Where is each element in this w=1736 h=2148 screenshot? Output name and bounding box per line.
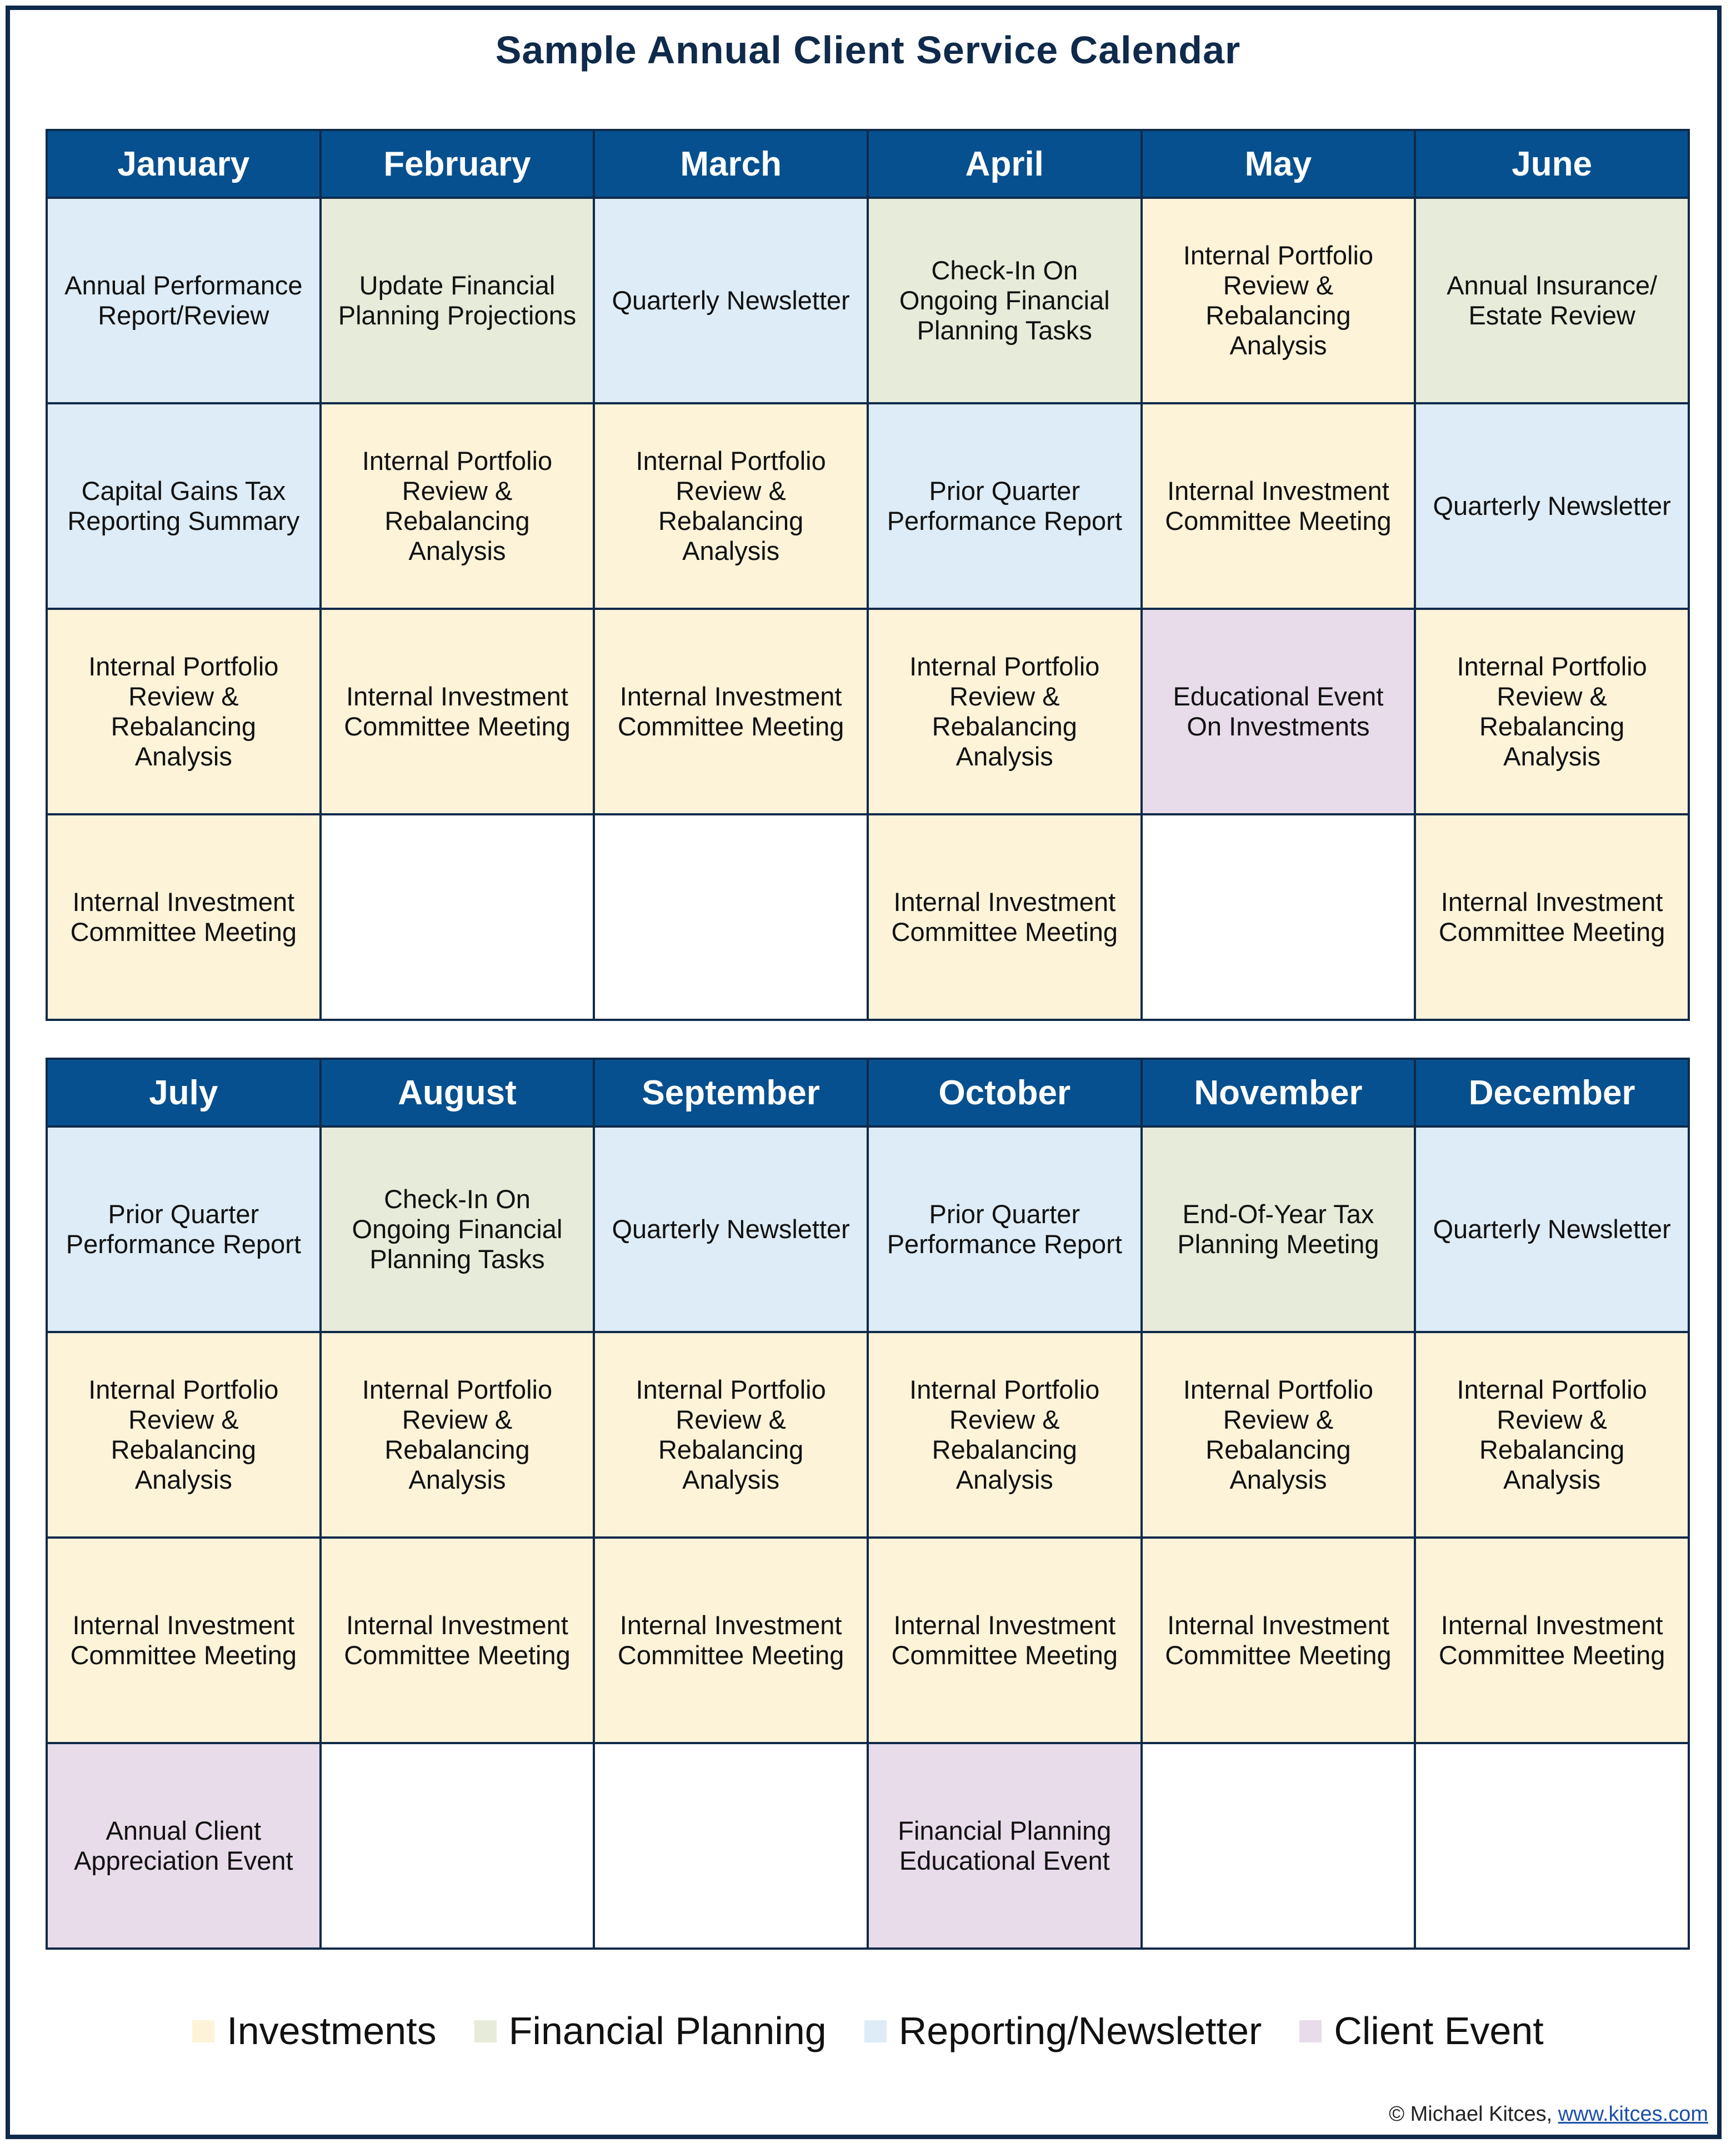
- legend-swatch: [474, 2020, 497, 2042]
- credit-text: © Michael Kitces,: [1389, 2102, 1558, 2126]
- calendar-task-cell: Quarterly Newsletter: [1415, 403, 1689, 609]
- calendar-task-cell: Internal Investment Committee Meeting: [1142, 403, 1415, 609]
- calendar-row: [47, 1332, 1689, 1538]
- month-header-september: September: [594, 1059, 868, 1126]
- calendar-task-cell: Internal Portfolio Review & Rebalancing Analysis: [868, 609, 1142, 814]
- month-header-february: February: [321, 130, 594, 198]
- legend-label: Investments: [227, 2009, 437, 2052]
- month-header-april: April: [868, 130, 1142, 198]
- calendar-task-cell: Internal Investment Committee Meeting: [321, 609, 594, 814]
- month-header-row: [47, 130, 1689, 198]
- calendar-task-cell: Prior Quarter Performance Report: [47, 1126, 321, 1332]
- month-header-march: March: [594, 130, 868, 198]
- calendar-task-cell: Internal Portfolio Review & Rebalancing Analysis: [594, 1332, 868, 1538]
- legend-swatch: [1299, 2020, 1322, 2042]
- calendar-task-cell: Internal Portfolio Review & Rebalancing Analysis: [321, 1332, 594, 1538]
- month-header-december: December: [1415, 1059, 1689, 1126]
- calendar-task-cell: Quarterly Newsletter: [1415, 1126, 1689, 1332]
- calendar-row: [47, 403, 1689, 609]
- legend-item-investments: [192, 2009, 436, 2053]
- calendar-task-cell: Internal Investment Committee Meeting: [868, 814, 1142, 1020]
- legend: [0, 2005, 1736, 2053]
- legend-label: Client Event: [1334, 2009, 1544, 2052]
- calendar-task-cell: Internal Investment Committee Meeting: [47, 1538, 321, 1743]
- month-header-july: July: [47, 1059, 321, 1126]
- legend-swatch: [864, 2020, 887, 2042]
- calendar-task-cell: Internal Investment Committee Meeting: [47, 814, 321, 1020]
- empty-cell: [1142, 1743, 1415, 1949]
- calendar-task-cell: Check-In On Ongoing Financial Planning Tasks: [321, 1126, 594, 1332]
- calendar-task-cell: Internal Investment Committee Meeting: [1415, 814, 1689, 1020]
- calendar-task-cell: Educational Event On Investments: [1142, 609, 1415, 814]
- calendar-task-cell: Annual Performance Report/Review: [47, 198, 321, 403]
- calendar-task-cell: Internal Investment Committee Meeting: [321, 1538, 594, 1743]
- calendar-task-cell: Update Financial Planning Projections: [321, 198, 594, 403]
- calendar-task-cell: Internal Portfolio Review & Rebalancing Analysis: [1415, 1332, 1689, 1538]
- empty-cell: [1415, 1743, 1689, 1949]
- legend-item-reporting-newsletter: [864, 2009, 1262, 2053]
- calendar-task-cell: End-Of-Year Tax Planning Meeting: [1142, 1126, 1415, 1332]
- legend-label: Financial Planning: [508, 2009, 827, 2052]
- calendar-task-cell: Internal Investment Committee Meeting: [1142, 1538, 1415, 1743]
- month-header-row: [47, 1059, 1689, 1126]
- calendar-task-cell: Internal Portfolio Review & Rebalancing Analysis: [594, 403, 868, 609]
- calendar-task-cell: Internal Portfolio Review & Rebalancing Analysis: [868, 1332, 1142, 1538]
- calendar-task-cell: Internal Portfolio Review & Rebalancing Analysis: [321, 403, 594, 609]
- calendar-task-cell: Internal Portfolio Review & Rebalancing Analysis: [47, 1332, 321, 1538]
- calendar-task-cell: Capital Gains Tax Reporting Summary: [47, 403, 321, 609]
- calendar-task-cell: Internal Investment Committee Meeting: [1415, 1538, 1689, 1743]
- calendar-task-cell: Internal Portfolio Review & Rebalancing Analysis: [1142, 198, 1415, 403]
- empty-cell: [594, 1743, 868, 1949]
- calendar-task-cell: Prior Quarter Performance Report: [868, 403, 1142, 609]
- month-header-august: August: [321, 1059, 594, 1126]
- month-header-october: October: [868, 1059, 1142, 1126]
- calendar-task-cell: Annual Insurance/ Estate Review: [1415, 198, 1689, 403]
- legend-item-financial-planning: [474, 2009, 827, 2053]
- calendar-task-cell: Internal Investment Committee Meeting: [868, 1538, 1142, 1743]
- month-header-january: January: [47, 130, 321, 198]
- calendar-body: [47, 198, 1689, 1020]
- legend-item-client-event: [1299, 2009, 1543, 2053]
- calendar-task-cell: Financial Planning Educational Event: [868, 1743, 1142, 1949]
- calendar-task-cell: Prior Quarter Performance Report: [868, 1126, 1142, 1332]
- calendar-row: [47, 1126, 1689, 1332]
- calendar-task-cell: Internal Investment Committee Meeting: [594, 1538, 868, 1743]
- legend-label: Reporting/Newsletter: [898, 2009, 1262, 2052]
- calendar-task-cell: Internal Portfolio Review & Rebalancing Analysis: [47, 609, 321, 814]
- calendar-task-cell: Check-In On Ongoing Financial Planning Tasks: [868, 198, 1142, 403]
- calendar-row: [47, 1538, 1689, 1743]
- month-header-may: May: [1142, 130, 1415, 198]
- calendar-row: [47, 814, 1689, 1020]
- calendar-task-cell: Quarterly Newsletter: [594, 198, 868, 403]
- empty-cell: [321, 814, 594, 1020]
- calendar-second-half: [46, 1058, 1690, 1950]
- credit-link[interactable]: www.kitces.com: [1558, 2102, 1708, 2126]
- page-title: Sample Annual Client Service Calendar: [495, 28, 1241, 72]
- empty-cell: [321, 1743, 594, 1949]
- month-header-november: November: [1142, 1059, 1415, 1126]
- calendar-first-half: [46, 129, 1690, 1021]
- month-header-june: June: [1415, 130, 1689, 198]
- empty-cell: [594, 814, 868, 1020]
- calendar-body: [47, 1126, 1689, 1949]
- legend-swatch: [192, 2020, 214, 2042]
- calendar-task-cell: Quarterly Newsletter: [594, 1126, 868, 1332]
- credit: [1389, 2102, 1708, 2126]
- calendar-task-cell: Internal Portfolio Review & Rebalancing Analysis: [1415, 609, 1689, 814]
- empty-cell: [1142, 814, 1415, 1020]
- calendar-task-cell: Internal Portfolio Review & Rebalancing Analysis: [1142, 1332, 1415, 1538]
- calendar-row: [47, 198, 1689, 403]
- calendar-row: [47, 1743, 1689, 1949]
- calendar-task-cell: Internal Investment Committee Meeting: [594, 609, 868, 814]
- calendar-task-cell: Annual Client Appreciation Event: [47, 1743, 321, 1949]
- calendar-row: [47, 609, 1689, 814]
